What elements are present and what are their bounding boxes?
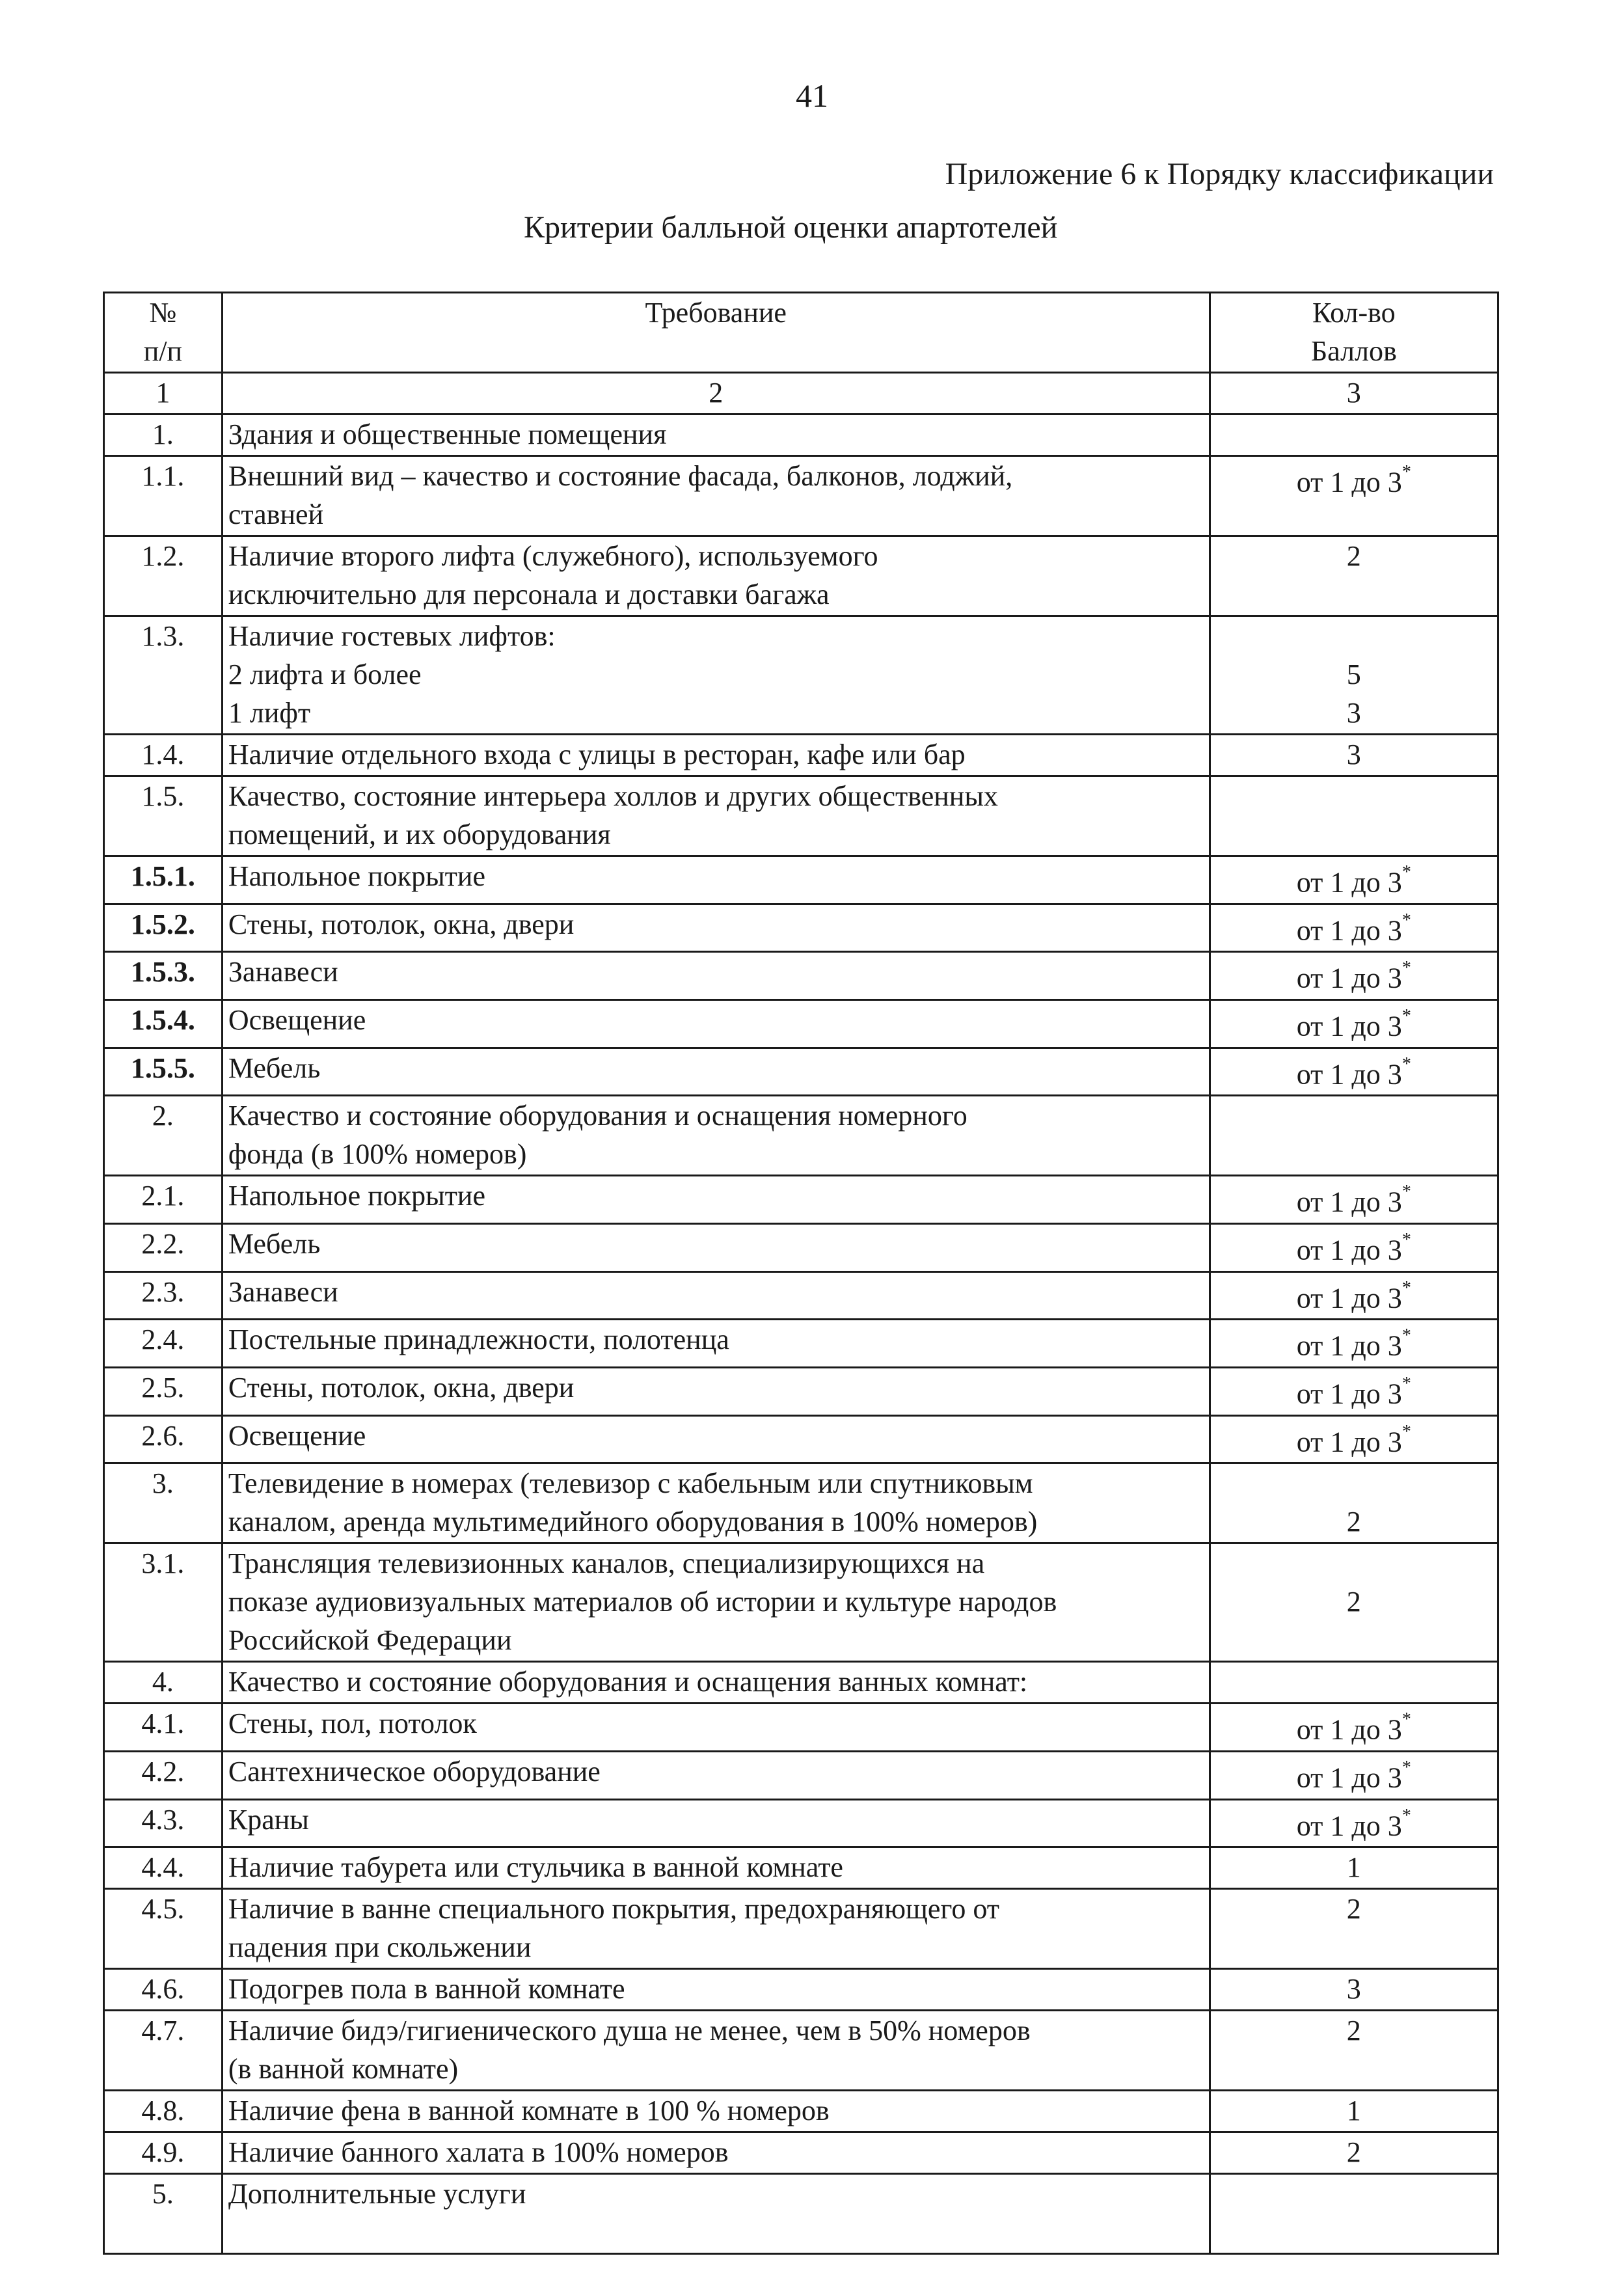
row-number-cell: 1.5.1. [104, 856, 223, 904]
points-value: от 1 до 3 [1296, 1329, 1402, 1362]
requirement-cell [222, 1048, 1210, 1096]
requirement-cell [222, 2132, 1210, 2174]
points-value: от 1 до 3 [1296, 1713, 1402, 1746]
row-number-cell: 2.5. [104, 1367, 223, 1415]
row-number-cell: 2.6. [104, 1415, 223, 1463]
points-value: от 1 до 3 [1296, 1234, 1402, 1266]
row-number-cell: 1.5.5. [104, 1048, 223, 1096]
column-number-cell: 1 [104, 373, 223, 414]
table-row [104, 1223, 1498, 1271]
requirement-cell [222, 1271, 1210, 1320]
table-row [104, 2011, 1498, 2091]
requirement-line: Трансляция телевизионных каналов, специализирующихся на [228, 1547, 985, 1580]
requirement-line: фонда (в 100% номеров) [228, 1138, 527, 1171]
table-row [104, 456, 1498, 536]
requirement-line: Здания и общественные помещения [228, 418, 667, 450]
table-row [104, 1367, 1498, 1415]
table-row [104, 1889, 1498, 1969]
column-number-cell: 2 [222, 373, 1210, 414]
points-value: от 1 до 3 [1296, 466, 1402, 498]
requirement-cell [222, 1799, 1210, 1847]
requirement-line: Наличие табурета или стульчика в ванной комнате [228, 1851, 843, 1884]
points-cell [1210, 735, 1498, 776]
header-points-line: Баллов [1310, 335, 1397, 367]
table-row [104, 1799, 1498, 1847]
row-number-cell: 4.1. [104, 1704, 223, 1752]
points-line [1216, 617, 1492, 655]
table-row [104, 904, 1498, 952]
requirement-line: Напольное покрытие [228, 1180, 485, 1212]
column-numbers-row [104, 373, 1498, 414]
requirement-cell [222, 999, 1210, 1048]
points-cell [1210, 2091, 1498, 2132]
requirement-cell [222, 536, 1210, 616]
points-cell [1210, 1662, 1498, 1704]
asterisk-footnote-mark: * [1401, 1053, 1411, 1074]
asterisk-footnote-mark: * [1401, 862, 1411, 882]
requirement-line: Качество, состояние интерьера холлов и других общественных [228, 780, 998, 812]
asterisk-footnote-mark: * [1401, 1229, 1411, 1250]
row-number-cell: 1.3. [104, 616, 223, 735]
points-cell [1210, 904, 1498, 952]
requirement-cell [222, 1415, 1210, 1463]
points-cell [1210, 1096, 1498, 1176]
points-cell [1210, 999, 1498, 1048]
requirement-line: Занавеси [228, 956, 338, 988]
requirement-line: Наличие банного халата в 100% номеров [228, 2136, 729, 2169]
requirement-cell [222, 1704, 1210, 1752]
table-row [104, 1048, 1498, 1096]
points-value: 2 [1346, 540, 1361, 572]
points-value: 2 [1346, 2136, 1361, 2169]
document-title: Критерии балльной оценки апартотелей [524, 210, 1058, 245]
requirement-cell [222, 1889, 1210, 1969]
header-num-line: п/п [143, 335, 183, 367]
points-cell [1210, 1751, 1498, 1799]
requirement-line: Мебель [228, 1227, 321, 1260]
asterisk-footnote-mark: * [1401, 1421, 1411, 1442]
table-row [104, 616, 1498, 735]
asterisk-footnote-mark: * [1401, 1805, 1411, 1826]
points-cell [1210, 456, 1498, 536]
table-row [104, 2174, 1498, 2254]
points-cell [1210, 616, 1498, 735]
points-cell [1210, 1415, 1498, 1463]
table-row [104, 856, 1498, 904]
table-row [104, 1096, 1498, 1176]
asterisk-footnote-mark: * [1401, 910, 1411, 930]
appendix-heading: Приложение 6 к Порядку классификации [945, 157, 1494, 191]
points-value: от 1 до 3 [1296, 1010, 1402, 1042]
table-row [104, 999, 1498, 1048]
requirement-cell [222, 2011, 1210, 2091]
row-number-cell: 3. [104, 1463, 223, 1543]
points-value: 2 [1346, 2015, 1361, 2047]
points-value: 2 [1346, 1893, 1361, 1925]
requirement-line: Наличие бидэ/гигиенического душа не менее, чем в 50% номеров [228, 2015, 1031, 2047]
requirement-line: Краны [228, 1803, 309, 1836]
requirement-line: Стены, потолок, окна, двери [228, 908, 575, 940]
requirement-line: падения при скольжении [228, 1931, 532, 1964]
requirement-line: 2 лифта и более [228, 659, 422, 690]
row-number-cell: 4.9. [104, 2132, 223, 2174]
table-row [104, 1847, 1498, 1889]
header-points-cell [1210, 293, 1498, 373]
row-number-cell: 2. [104, 1096, 223, 1176]
asterisk-footnote-mark: * [1401, 1373, 1411, 1394]
table-row [104, 1543, 1498, 1662]
requirement-line: помещений, и их оборудования [228, 819, 611, 850]
page-number: 41 [796, 77, 828, 114]
header-requirement-cell: Требование [222, 293, 1210, 373]
header-num-line: № [149, 297, 177, 329]
points-cell [1210, 856, 1498, 904]
requirement-line: Дополнительные услуги [228, 2178, 526, 2210]
points-line: 5 [1346, 659, 1361, 690]
row-number-cell: 4.4. [104, 1847, 223, 1889]
row-number-cell: 1.2. [104, 536, 223, 616]
requirement-cell [222, 1751, 1210, 1799]
requirement-cell [222, 1847, 1210, 1889]
requirement-cell [222, 1176, 1210, 1224]
points-cell [1210, 536, 1498, 616]
row-number-cell: 1.5.2. [104, 904, 223, 952]
requirement-cell [222, 616, 1210, 735]
header-points-line: Кол-во [1312, 297, 1396, 329]
points-cell [1210, 1367, 1498, 1415]
points-cell [1210, 1543, 1498, 1662]
requirement-line: ставней [228, 498, 324, 530]
requirement-line: исключительно для персонала и доставки багажа [228, 578, 830, 610]
points-cell [1210, 1704, 1498, 1752]
requirement-line: каналом, аренда мультимедийного оборудования в 100% номеров) [228, 1506, 1038, 1538]
points-cell [1210, 1847, 1498, 1889]
requirement-line: Сантехническое оборудование [228, 1755, 601, 1787]
table-row [104, 1751, 1498, 1799]
points-value: 1 [1346, 2095, 1361, 2127]
row-number-cell: 1. [104, 414, 223, 456]
requirement-line: показе аудиовизуальных материалов об истории и культуре народов [228, 1586, 1057, 1618]
points-cell [1210, 1799, 1498, 1847]
table-row [104, 2132, 1498, 2174]
requirement-line: Постельные принадлежности, полотенца [228, 1324, 729, 1356]
table-row [104, 1662, 1498, 1704]
row-number-cell: 4.7. [104, 2011, 223, 2091]
requirement-line: (в ванной комнате) [228, 2053, 459, 2085]
row-number-cell: 3.1. [104, 1543, 223, 1662]
header-num-cell [104, 293, 223, 373]
asterisk-footnote-mark: * [1401, 1277, 1411, 1298]
points-value: от 1 до 3 [1296, 1761, 1402, 1794]
row-number-cell: 1.5. [104, 776, 223, 856]
requirement-line: Наличие гостевых лифтов: [228, 620, 556, 652]
column-number-cell: 3 [1210, 373, 1498, 414]
asterisk-footnote-mark: * [1401, 1757, 1411, 1778]
row-number-cell: 4.2. [104, 1751, 223, 1799]
points-cell [1210, 414, 1498, 456]
table-row [104, 536, 1498, 616]
row-number-cell: 1.1. [104, 456, 223, 536]
requirement-line: Качество и состояние оборудования и оснащения ванных комнат: [228, 1666, 1028, 1698]
points-cell [1210, 2132, 1498, 2174]
requirement-cell [222, 2091, 1210, 2132]
table-row [104, 1969, 1498, 2011]
requirement-line: Напольное покрытие [228, 860, 485, 892]
table-row [104, 1176, 1498, 1224]
points-value: 3 [1346, 1973, 1361, 2005]
table-row [104, 414, 1498, 456]
requirement-line: Мебель [228, 1052, 321, 1084]
requirement-line: 1 лифт [228, 697, 311, 729]
requirement-line: Стены, пол, потолок [228, 1707, 477, 1740]
row-number-cell: 1.5.4. [104, 999, 223, 1048]
table-row [104, 1271, 1498, 1320]
requirement-cell [222, 904, 1210, 952]
table-row [104, 952, 1498, 1000]
points-cell [1210, 1463, 1498, 1543]
points-value: 2 [1346, 1506, 1361, 1538]
points-cell [1210, 1271, 1498, 1320]
requirement-cell [222, 1367, 1210, 1415]
points-cell [1210, 2174, 1498, 2254]
asterisk-footnote-mark: * [1401, 1005, 1411, 1026]
table-row [104, 776, 1498, 856]
points-value: от 1 до 3 [1296, 1058, 1402, 1091]
points-value: от 1 до 3 [1296, 1426, 1402, 1458]
points-line: 3 [1346, 697, 1361, 729]
requirement-line: Наличие в ванне специального покрытия, предохраняющего от [228, 1893, 1000, 1925]
asterisk-footnote-mark: * [1401, 958, 1411, 979]
points-cell [1210, 1889, 1498, 1969]
requirement-cell [222, 2174, 1210, 2254]
row-number-cell: 4.8. [104, 2091, 223, 2132]
points-cell [1210, 952, 1498, 1000]
points-value: от 1 до 3 [1296, 866, 1402, 899]
row-number-cell: 5. [104, 2174, 223, 2254]
table-row [104, 1704, 1498, 1752]
points-value: 3 [1346, 739, 1361, 770]
requirement-line: Подогрев пола в ванной комнате [228, 1973, 625, 2005]
requirement-line: Наличие фена в ванной комнате в 100 % номеров [228, 2095, 830, 2127]
requirement-cell [222, 1096, 1210, 1176]
requirement-cell [222, 1463, 1210, 1543]
row-number-cell: 4. [104, 1662, 223, 1704]
points-cell [1210, 1048, 1498, 1096]
row-number-cell: 4.5. [104, 1889, 223, 1969]
points-value: 2 [1346, 1586, 1361, 1618]
row-number-cell: 2.4. [104, 1320, 223, 1368]
table-row [104, 1320, 1498, 1368]
requirement-cell [222, 1969, 1210, 2011]
points-cell [1210, 1176, 1498, 1224]
points-cell [1210, 1969, 1498, 2011]
requirement-line: Стены, потолок, окна, двери [228, 1371, 575, 1404]
points-cell [1210, 2011, 1498, 2091]
criteria-table-body [104, 293, 1498, 2254]
row-number-cell: 1.5.3. [104, 952, 223, 1000]
requirement-cell [222, 414, 1210, 456]
table-row [104, 735, 1498, 776]
asterisk-footnote-mark: * [1401, 1182, 1411, 1202]
requirement-line: Внешний вид – качество и состояние фасада, балконов, лоджий, [228, 460, 1013, 492]
requirement-line: Наличие второго лифта (служебного), используемого [228, 540, 878, 572]
requirement-cell [222, 1320, 1210, 1368]
asterisk-footnote-mark: * [1401, 1325, 1411, 1346]
points-value: от 1 до 3 [1296, 914, 1402, 947]
requirement-line: Освещение [228, 1419, 366, 1452]
points-value: от 1 до 3 [1296, 1282, 1402, 1314]
row-number-cell: 2.2. [104, 1223, 223, 1271]
table-row [104, 1415, 1498, 1463]
row-number-cell: 4.6. [104, 1969, 223, 2011]
points-value: 1 [1346, 1851, 1361, 1884]
requirement-line [228, 2213, 1204, 2251]
requirement-cell [222, 735, 1210, 776]
points-value: от 1 до 3 [1296, 1186, 1402, 1218]
requirement-cell [222, 1662, 1210, 1704]
requirement-line: Наличие отдельного входа с улицы в ресторан, кафе или бар [228, 739, 966, 770]
row-number-cell: 2.3. [104, 1271, 223, 1320]
table-header-row [104, 293, 1498, 373]
requirement-cell [222, 856, 1210, 904]
requirement-line: Занавеси [228, 1275, 338, 1308]
row-number-cell: 4.3. [104, 1799, 223, 1847]
table-row [104, 1463, 1498, 1543]
points-cell [1210, 1320, 1498, 1368]
requirement-line: Освещение [228, 1003, 366, 1036]
points-cell [1210, 776, 1498, 856]
requirement-cell [222, 776, 1210, 856]
row-number-cell: 1.4. [104, 735, 223, 776]
requirement-line: Телевидение в номерах (телевизор с кабельным или спутниковым [228, 1467, 1033, 1500]
asterisk-footnote-mark: * [1401, 1709, 1411, 1730]
row-number-cell: 2.1. [104, 1176, 223, 1224]
asterisk-footnote-mark: * [1401, 462, 1411, 482]
criteria-table [103, 292, 1499, 2255]
requirement-cell [222, 1543, 1210, 1662]
points-cell [1210, 1223, 1498, 1271]
requirement-line: Российской Федерации [228, 1624, 512, 1657]
requirement-cell [222, 1223, 1210, 1271]
requirement-line: Качество и состояние оборудования и оснащения номерного [228, 1100, 968, 1132]
points-value: от 1 до 3 [1296, 1810, 1402, 1842]
points-value: от 1 до 3 [1296, 1378, 1402, 1410]
requirement-cell [222, 456, 1210, 536]
requirement-cell [222, 952, 1210, 1000]
table-row [104, 2091, 1498, 2132]
points-value: от 1 до 3 [1296, 962, 1402, 994]
